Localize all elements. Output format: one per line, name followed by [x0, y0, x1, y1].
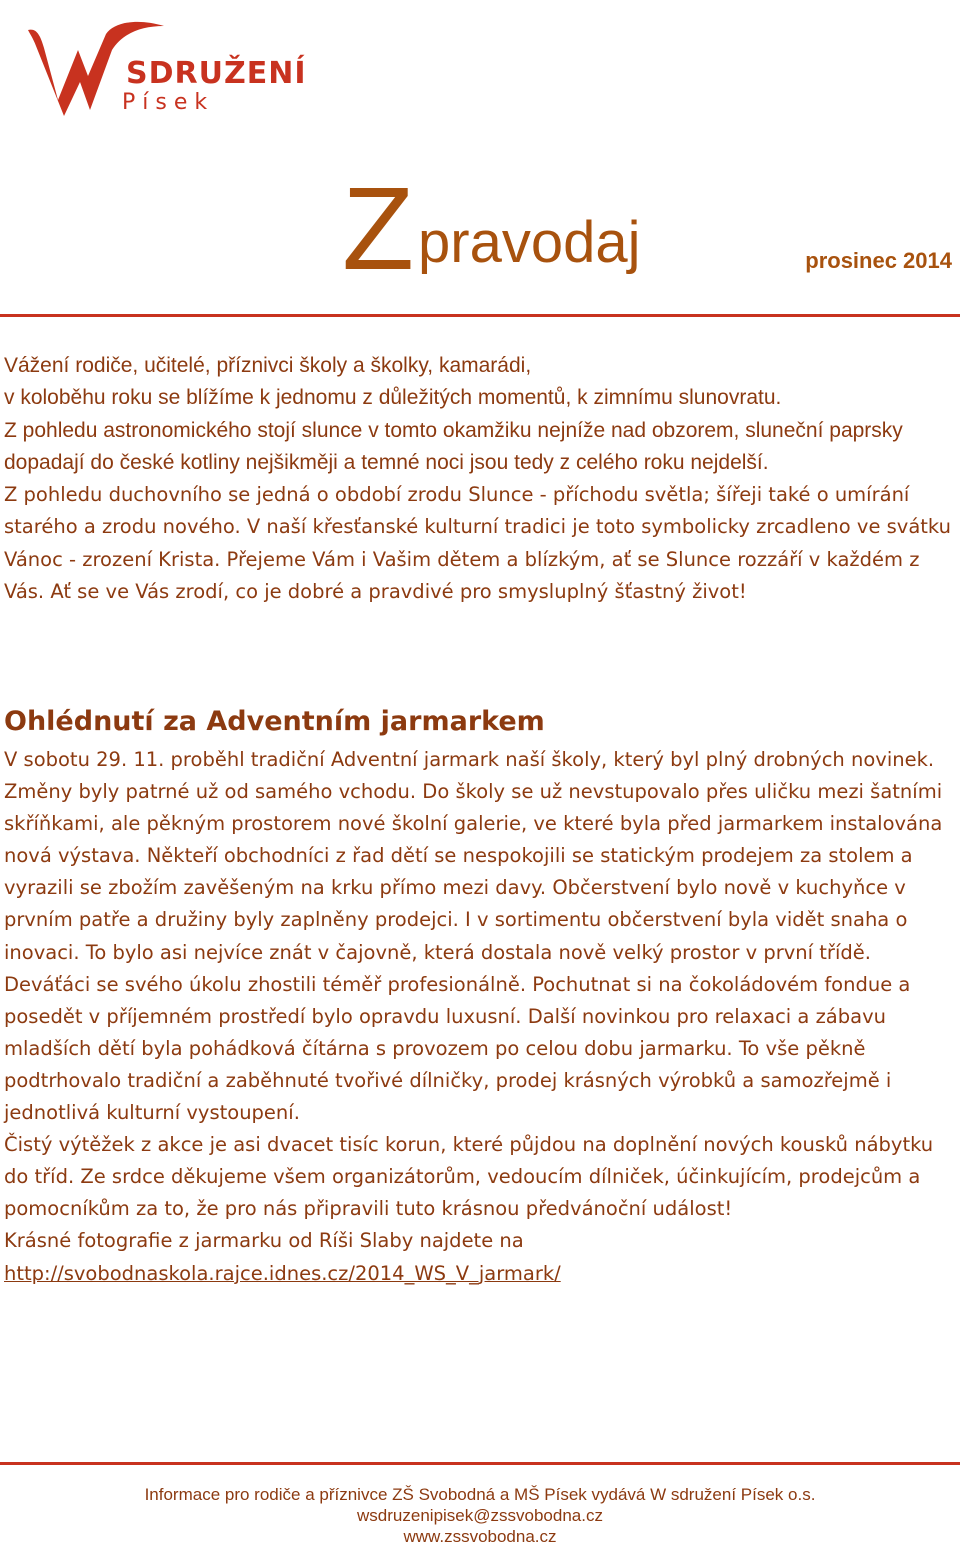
- header-divider: [0, 314, 960, 317]
- logo-wordmark: SDRUŽENÍ: [126, 56, 307, 91]
- article-paragraph: Krásné fotografie z jarmarku od Ríši Slaby najdete na: [4, 1229, 524, 1253]
- footer: [0, 1484, 960, 1547]
- footer-divider: [0, 1462, 960, 1465]
- photo-link-line: [4, 1258, 956, 1290]
- photo-gallery-link[interactable]: http://svobodnaskola.rajce.idnes.cz/2014_WS_V_jarmark/: [4, 1261, 561, 1285]
- organization-logo: [22, 20, 322, 120]
- title-initial: Z: [342, 163, 411, 295]
- masthead: [0, 163, 960, 295]
- newsletter-title: pravodaj: [418, 210, 641, 275]
- greeting-line: v koloběhu roku se blížíme k jednomu z důležitých momentů, k zimnímu slunovratu.: [4, 386, 782, 410]
- issue-date: prosinec 2014: [805, 248, 952, 273]
- greeting-line: Z pohledu astronomického stojí slunce v tomto okamžiku nejníže nad obzorem, sluneční paprsky dopadají do české kotliny nejšikměji a temné noci jsou tedy z celého roku nejdelší.: [4, 418, 903, 474]
- footer-info: Informace pro rodiče a příznivce ZŠ Svobodná a MŠ Písek vydává W sdružení Písek o.s.: [144, 1485, 816, 1504]
- article-paragraph: Čistý výtěžek z akce je asi dvacet tisíc korun, které půjdou na doplnění nových kousků nábytku do tříd. Ze srdce děkujeme všem organizátorům, vedoucím dílniček, účinkujícím, prodejcům a pomocníkům za to, že pro nás připravili tuto krásnou předvánoční událost!: [4, 1133, 934, 1221]
- footer-web: www.zssvobodna.cz: [403, 1527, 557, 1546]
- footer-email: wsdruzenipisek@zssvobodna.cz: [357, 1506, 603, 1525]
- section-title: Ohlédnutí za Adventním jarmarkem: [4, 706, 545, 737]
- greeting-line: Z pohledu duchovního se jedná o období zrodu Slunce - příchodu světla; šířeji také o umírání starého a zrodu nového. V naší křesťanské kulturní tradici je toto symbolicky zrcadleno ve svátku Vánoc - zrození Krista. Přejeme Vám i Vašim dětem a blízkým, ať se Slunce rozzáří v každém z Vás. Ať se ve Vás zrodí, co je dobré a pravdivé pro smysluplný šťastný život!: [4, 483, 951, 604]
- logo-city: Písek: [122, 90, 215, 115]
- greeting-line: Vážení rodiče, učitelé, příznivci školy a školky, kamarádi,: [4, 354, 532, 377]
- article-section: [4, 704, 956, 1290]
- greeting-block: [4, 350, 956, 608]
- article-paragraph: V sobotu 29. 11. proběhl tradiční Adventní jarmark naší školy, který byl plný drobných novinek. Změny byly patrné už od samého vchodu. Do školy se už nevstupovalo přes uličku mezi šatními skříňkami, ale pěkným prostorem nové školní galerie, ve které byla před jarmarkem instalována nová výstava. Někteří obchodníci z řad dětí se nespokojili se statickým prodejem za stolem a vyrazili se zbožím zavěšeným na krku přímo mezi davy. Občerstvení bylo nově v kuchyňce v prvním patře a družiny byly zaplněny prodejci. I v sortimentu občerstvení byla vidět snaha o inovaci. To bylo asi nejvíce znát v čajovně, která dostala nově velký prostor v první třídě. Deváťáci se svého úkolu zhostili téměř profesionálně. Pochutnat si na čokoládovém fondue a posedět v příjemném prostředí bylo opravdu luxusní. Další novinkou pro relaxaci a zábavu mladších dětí byla pohádková čítárna s provozem po celou dobu jarmarku. To vše pěkně podtrhovalo tradiční a zaběhnuté tvořivé dílničky, prodej krásných výrobků a samozřejmě i jednotlivá kulturní vystoupení.: [4, 748, 943, 1125]
